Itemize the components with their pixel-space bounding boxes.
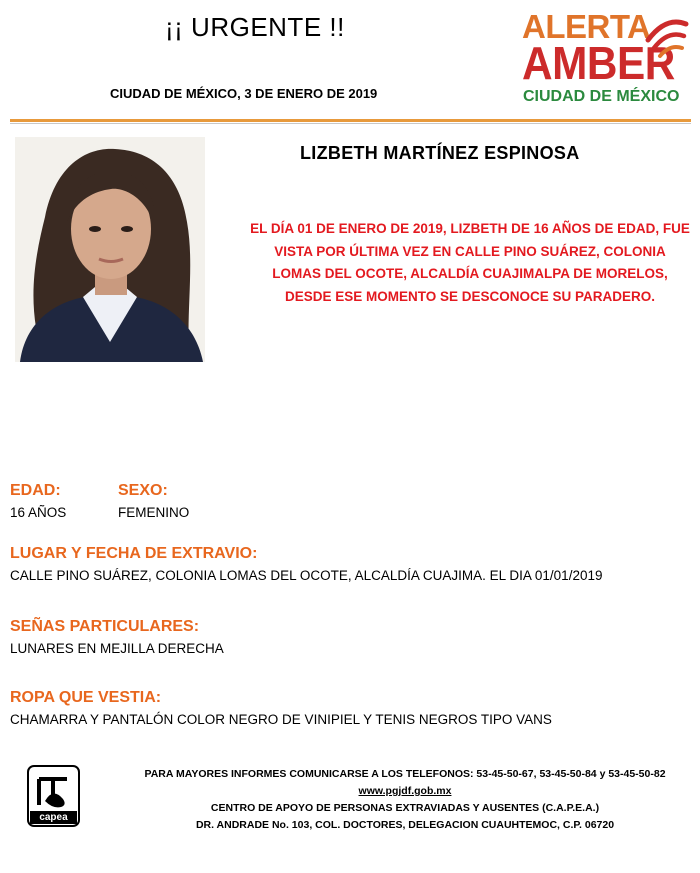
sex-label: SEXO: bbox=[118, 482, 168, 499]
sex-value: FEMENINO bbox=[118, 505, 190, 520]
disappearance-description: EL DÍA 01 DE ENERO DE 2019, LIZBETH DE 16 AÑOS DE EDAD, FUE VISTA POR ÚLTIMA VEZ EN CALLE PINO SUÁREZ, COLONIA LOMAS DEL OCOTE, ALCALDÍA CUAJIMALPA DE MORELOS, DESDE ESE MOMENTO SE DESCONOCE SU PARADERO. bbox=[250, 221, 690, 304]
header-divider bbox=[10, 119, 691, 122]
missing-person-photo bbox=[15, 137, 205, 362]
header-divider-shadow bbox=[10, 123, 691, 124]
person-name: LIZBETH MARTÍNEZ ESPINOSA bbox=[300, 143, 580, 163]
footer-website[interactable]: www.pgjdf.gob.mx bbox=[358, 785, 452, 797]
signal-waves-icon bbox=[642, 10, 690, 60]
place-value: CALLE PINO SUÁREZ, COLONIA LOMAS DEL OCOTE, ALCALDÍA CUAJIMA. EL DIA 01/01/2019 bbox=[10, 568, 603, 583]
capea-label: capea bbox=[39, 812, 68, 823]
logo-amber-text: AMBER bbox=[522, 37, 675, 89]
marks-value: LUNARES EN MEJILLA DERECHA bbox=[10, 641, 224, 656]
alerta-amber-logo bbox=[522, 8, 692, 108]
clothes-label: ROPA QUE VESTIA: bbox=[10, 689, 162, 706]
age-label: EDAD: bbox=[10, 482, 61, 499]
place-label: LUGAR Y FECHA DE EXTRAVIO: bbox=[10, 545, 258, 562]
footer-address: DR. ANDRADE No. 103, COL. DOCTORES, DELEGACION CUAUHTEMOC, C.P. 06720 bbox=[195, 819, 615, 831]
age-value: 16 AÑOS bbox=[10, 505, 67, 520]
logo-city-text: CIUDAD DE MÉXICO bbox=[523, 88, 680, 105]
clothes-value: CHAMARRA Y PANTALÓN COLOR NEGRO DE VINIPIEL Y TENIS NEGROS TIPO VANS bbox=[10, 712, 552, 727]
footer-phones: PARA MAYORES INFORMES COMUNICARSE A LOS TELEFONOS: 53-45-50-67, 53-45-50-84 y 53-45-50-82 bbox=[144, 768, 666, 780]
logo-alerta-text: ALERTA bbox=[522, 8, 651, 45]
footer-center: CENTRO DE APOYO DE PERSONAS EXTRAVIADAS Y AUSENTES (C.A.P.E.A.) bbox=[210, 802, 600, 814]
marks-label: SEÑAS PARTICULARES: bbox=[10, 618, 200, 635]
header-date: CIUDAD DE MÉXICO, 3 DE ENERO DE 2019 bbox=[110, 86, 378, 101]
capea-logo bbox=[27, 765, 80, 827]
urgent-heading: ¡¡ URGENTE !! bbox=[165, 12, 345, 42]
